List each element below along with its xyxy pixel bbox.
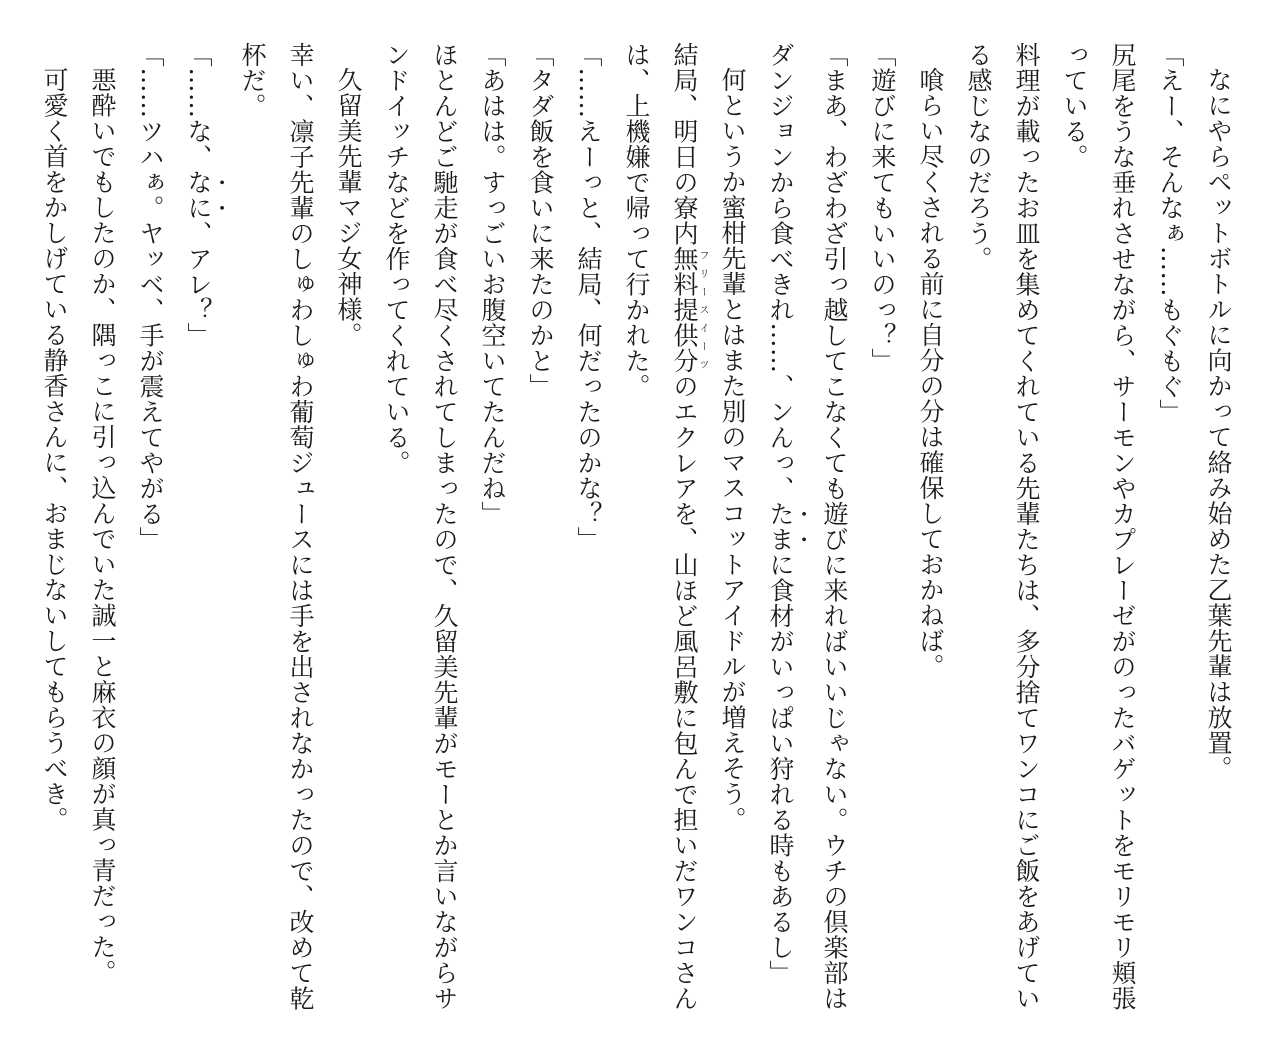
text-line-18: 悪酔いでもしたのか、隅っこに引っ込んでいた誠一と麻衣の顔が真っ青だった。 — [88, 67, 117, 985]
ruby-base: 無料提供分 — [670, 246, 699, 374]
text-line-14: 久留美先輩マジ女神様。 — [334, 67, 363, 348]
text-line-16: 「……な、なに、アレ？」 — [184, 42, 213, 348]
text-line-2: 「えー、そんなぁ……もぐもぐ」 — [1156, 42, 1185, 425]
emphasis-mark: なに — [184, 169, 213, 221]
emphasis-mark: たま — [766, 501, 795, 552]
vertical-text-block — [30, 42, 1242, 1032]
text-line-12: 「あはは。すっごいお腹空いてたんだね」 — [478, 42, 507, 527]
text-line-11: 「タダ飯を食いに来たのかと」 — [526, 42, 555, 399]
text-line-7: 「まあ、わざわざ引っ越してこなくても遊びに来ればいいじゃない。ウチの倶楽部はダンジョンから食べきれ……、ンんっ、たまに食材がいっぱい狩れる時もあるし」 — [766, 42, 849, 1011]
text-line-3: 尻尾をうな垂れさせながら、サーモンやカプレーゼがのったバゲットをモリモリ頬張っている。 — [1060, 42, 1137, 1011]
ruby-annotation — [670, 246, 708, 374]
text-line-6: 「遊びに来てもいいのっ？」 — [868, 42, 897, 374]
text-line-1: なにやらペットボトルに向かって絡み始めた乙葉先輩は放置。 — [1204, 67, 1233, 781]
text-line-5: 喰らい尽くされる前に自分の分は確保しておかねば。 — [916, 67, 945, 679]
text-line-13: ほとんどご馳走が食べ尽くされてしまったので、久留美先輩がモーとか言いながらサンドイッチなどを作ってくれている。 — [382, 42, 459, 1011]
text-line-10: 「……えーっと、結局、何だったのかな？」 — [574, 42, 603, 552]
text-line-15: 幸い、凛子先輩のしゅわしゅわ葡萄ジュースには手を出されなかったので、改めて乾杯だ。 — [238, 42, 315, 1011]
ruby-reading: フリースイーツ — [697, 246, 708, 374]
text-line-17: 「……ツハぁ。ヤッベ、手が震えてやがる」 — [136, 42, 165, 552]
text-line-8: 何というか蜜柑先輩とはまた別のマスコットアイドルが増えそう。 — [718, 67, 747, 832]
text-line-4: 料理が載ったお皿を集めてくれている先輩たちは、多分捨てワンコにご飯をあげている感じなのだろう。 — [964, 42, 1041, 1011]
text-line-19: 可愛く首をかしげている静香さんに、おまじないしてもらうべき。 — [40, 67, 69, 832]
text-line-9: 結局、明日の寮内無料提供分フリースイーツのエクレアを、山ほど風呂敷に包んで担いだワンコさんは、上機嫌で帰って行かれた。 — [622, 42, 708, 1011]
